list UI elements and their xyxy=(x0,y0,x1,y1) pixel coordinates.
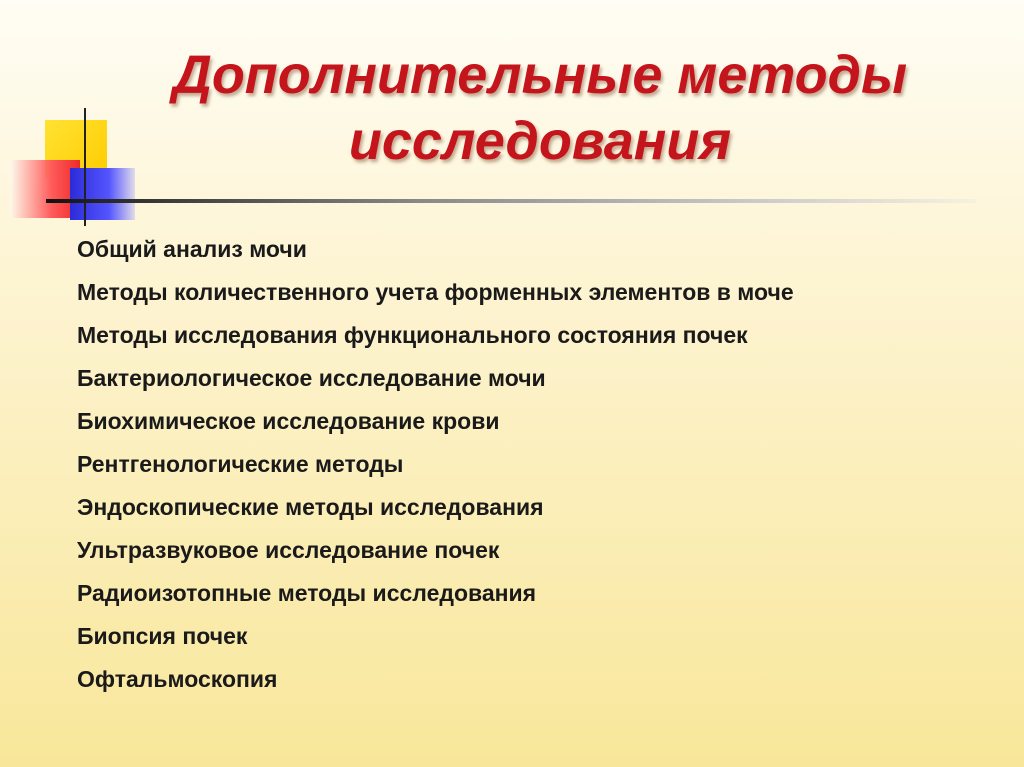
slide-title-line-1: Дополнительные методы xyxy=(172,45,908,105)
list-item: Методы исследования функционального состояния почек xyxy=(77,322,748,348)
list-item: Бактериологическое исследование мочи xyxy=(77,365,546,391)
vertical-divider-line xyxy=(84,108,86,226)
list-item: Биопсия почек xyxy=(77,623,248,649)
list-item: Биохимическое исследование крови xyxy=(77,408,500,434)
list-item: Ультразвуковое исследование почек xyxy=(77,537,500,563)
slide-title xyxy=(90,42,990,174)
list-item: Радиоизотопные методы исследования xyxy=(77,580,537,606)
list-item: Офтальмоскопия xyxy=(77,666,278,692)
list-item: Общий анализ мочи xyxy=(77,236,307,262)
slide-title-line-2: исследования xyxy=(348,111,732,171)
list-item: Методы количественного учета форменных элементов в моче xyxy=(77,279,794,305)
list-item: Рентгенологические методы xyxy=(77,451,404,477)
blue-square xyxy=(70,168,135,220)
methods-list xyxy=(77,228,794,701)
title-underline xyxy=(46,199,976,203)
list-item: Эндоскопические методы исследования xyxy=(77,494,544,520)
